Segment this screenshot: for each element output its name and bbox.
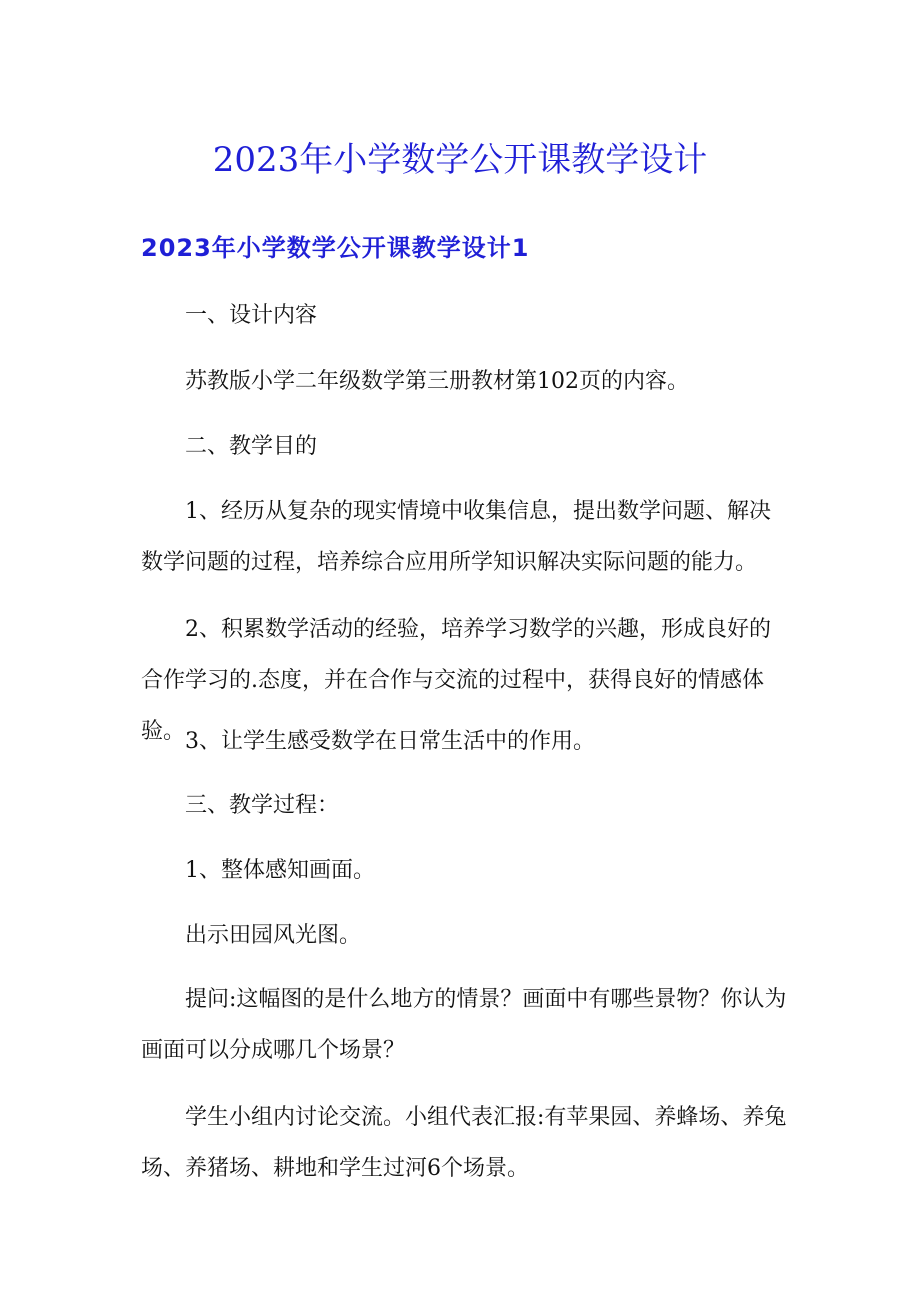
paragraph-teaching-process-heading: 三、教学过程： <box>185 793 340 818</box>
paragraph-goal-3: 3、让学生感受数学在日常生活中的作用。 <box>185 729 595 754</box>
paragraph-show-picture: 出示田园风光图。 <box>185 923 362 948</box>
paragraph-goal-1: 1、经历从复杂的现实情境中收集信息，提出数学问题、解决数学问题的过程，培养综合应用所学知识解决实际问题的能力。 <box>141 499 771 575</box>
paragraph-design-content: 苏教版小学二年级数学第三册教材第102页的内容。 <box>185 369 689 394</box>
paragraph-group-discussion: 学生小组内讨论交流。小组代表汇报:有苹果园、养蜂场、养兔场、养猪场、耕地和学生过河6个场景。 <box>141 1105 787 1181</box>
document-title: 2023年小学数学公开课教学设计 <box>212 140 708 180</box>
paragraph-process-step-1: 1、整体感知画面。 <box>185 858 375 883</box>
section-heading: 2023年小学数学公开课教学设计1 <box>141 234 530 262</box>
paragraph-question: 提问:这幅图的是什么地方的情景？画面中有哪些景物？你认为画面可以分成哪几个场景？ <box>141 987 787 1063</box>
paragraph-design-content-heading: 一、设计内容 <box>185 303 318 328</box>
paragraph-teaching-goals-heading: 二、教学目的 <box>185 434 318 459</box>
paragraph-goal-2: 2、积累数学活动的经验，培养学习数学的兴趣，形成良好的合作学习的.态度，并在合作与交流的过程中，获得良好的情感体验。 <box>141 617 771 744</box>
